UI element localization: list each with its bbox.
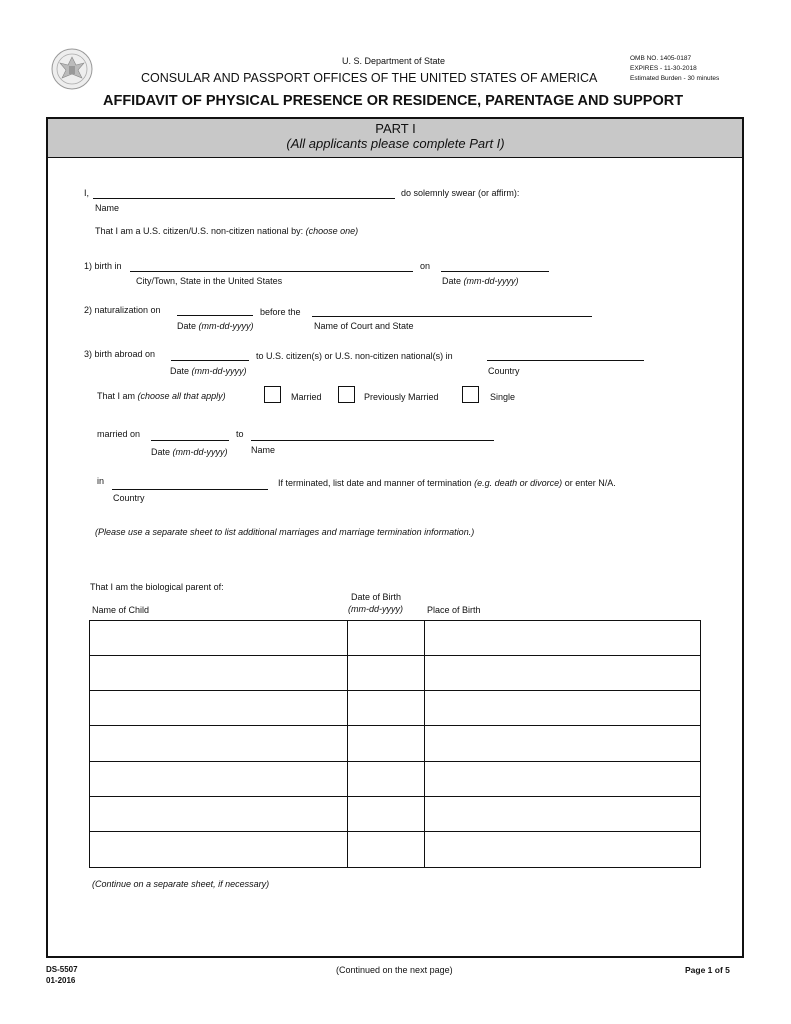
state-department-seal-icon <box>50 47 94 91</box>
previously-married-checkbox[interactable] <box>338 386 355 403</box>
spouse-name-field[interactable] <box>251 440 494 441</box>
date-caption: Date <box>170 366 190 376</box>
married-label: Married <box>291 392 322 402</box>
continue-note: (Continue on a separate sheet, if necessary) <box>92 879 270 889</box>
table-row <box>90 726 700 761</box>
date-format: (mm-dd-yyyy) <box>191 366 247 376</box>
child-birthplace-cell[interactable] <box>425 832 700 867</box>
marital-intro-hint: (choose all that apply) <box>137 391 226 401</box>
birth-date-caption <box>442 276 519 286</box>
naturalization-label: 2) naturalization on <box>84 305 161 315</box>
marriage-country-field[interactable] <box>112 489 268 490</box>
table-row <box>90 832 700 867</box>
abroad-country-field[interactable] <box>487 360 644 361</box>
date-caption: Date <box>151 447 171 457</box>
child-dob-cell[interactable] <box>348 832 425 867</box>
part-heading: PART I <box>375 121 416 136</box>
abroad-date-field[interactable] <box>171 360 249 361</box>
oath-prefix: I, <box>84 188 90 198</box>
child-dob-cell[interactable] <box>348 762 425 796</box>
birth-place-caption: City/Town, State in the United States <box>136 276 283 286</box>
table-row <box>90 797 700 832</box>
name-field[interactable] <box>93 198 395 199</box>
terminated-hint: (e.g. death or divorce) <box>474 478 563 488</box>
form-date: 01-2016 <box>46 976 76 985</box>
date-caption: Date <box>177 321 197 331</box>
offices-title: CONSULAR AND PASSPORT OFFICES OF THE UNITED STATES OF AMERICA <box>141 71 598 85</box>
child-birthplace-cell[interactable] <box>425 762 700 796</box>
citizen-intro-hint: (choose one) <box>305 226 359 236</box>
col-dob-format: (mm-dd-yyyy) <box>348 604 403 614</box>
marital-intro-text: That I am <box>97 391 136 401</box>
child-name-cell[interactable] <box>90 762 348 796</box>
married-to-label: to <box>236 429 244 439</box>
abroad-to-label: to U.S. citizen(s) or U.S. non-citizen national(s) in <box>256 351 453 361</box>
date-format: (mm-dd-yyyy) <box>172 447 228 457</box>
terminated-prefix: If terminated, list date and manner of termination <box>278 478 472 488</box>
terminated-instruction <box>278 478 616 488</box>
table-row <box>90 691 700 726</box>
child-name-cell[interactable] <box>90 621 348 655</box>
marriage-date-field[interactable] <box>151 440 229 441</box>
court-caption: Name of Court and State <box>314 321 414 331</box>
child-dob-cell[interactable] <box>348 691 425 725</box>
child-name-cell[interactable] <box>90 726 348 760</box>
citizen-intro-text: That I am a U.S. citizen/U.S. non-citizen national by: <box>95 226 304 236</box>
single-label: Single <box>490 392 516 402</box>
before-the-label: before the <box>260 307 301 317</box>
children-intro: That I am the biological parent of: <box>90 582 224 592</box>
date-caption: Date <box>442 276 462 286</box>
child-birthplace-cell[interactable] <box>425 621 700 655</box>
child-birthplace-cell[interactable] <box>425 691 700 725</box>
child-birthplace-cell[interactable] <box>425 656 700 690</box>
abroad-country-caption: Country <box>488 366 520 376</box>
table-row <box>90 621 700 656</box>
birth-on-label: on <box>420 261 431 271</box>
col-name-of-child: Name of Child <box>92 605 150 615</box>
child-name-cell[interactable] <box>90 656 348 690</box>
estimated-burden: Estimated Burden - 30 minutes <box>630 75 720 82</box>
marriage-in-label: in <box>97 476 105 486</box>
marriage-country-caption: Country <box>113 493 145 503</box>
date-format: (mm-dd-yyyy) <box>463 276 519 286</box>
court-field[interactable] <box>312 316 592 317</box>
form-id: DS-5507 <box>46 965 78 974</box>
naturalization-date-field[interactable] <box>177 315 253 316</box>
abroad-label: 3) birth abroad on <box>84 349 156 359</box>
child-name-cell[interactable] <box>90 832 348 867</box>
child-birthplace-cell[interactable] <box>425 797 700 831</box>
form-title: AFFIDAVIT OF PHYSICAL PRESENCE OR RESIDENCE, PARENTAGE AND SUPPORT <box>103 93 684 109</box>
naturalization-date-caption <box>177 321 254 331</box>
marital-intro <box>97 391 226 401</box>
child-dob-cell[interactable] <box>348 797 425 831</box>
date-format: (mm-dd-yyyy) <box>198 321 254 331</box>
name-caption: Name <box>95 203 120 213</box>
child-dob-cell[interactable] <box>348 621 425 655</box>
citizen-intro <box>95 226 358 236</box>
terminated-suffix: or enter N/A. <box>564 478 616 488</box>
col-date-of-birth: Date of Birth <box>351 592 402 602</box>
birth-place-field[interactable] <box>130 271 413 272</box>
marriage-date-caption <box>151 447 228 457</box>
child-name-cell[interactable] <box>90 797 348 831</box>
oath-suffix: do solemnly swear (or affirm): <box>401 188 520 198</box>
child-name-cell[interactable] <box>90 691 348 725</box>
table-row <box>90 656 700 691</box>
col-place-of-birth: Place of Birth <box>427 605 481 615</box>
part-subheading: (All applicants please complete Part I) <box>286 136 505 151</box>
expiration-date: EXPIRES - 11-30-2018 <box>630 65 697 72</box>
child-dob-cell[interactable] <box>348 656 425 690</box>
department-name: U. S. Department of State <box>342 56 446 66</box>
abroad-date-caption <box>170 366 247 376</box>
separate-sheet-note: (Please use a separate sheet to list additional marriages and marriage termination information.) <box>95 527 475 537</box>
birth-date-field[interactable] <box>441 271 549 272</box>
married-on-label: married on <box>97 429 141 439</box>
children-table <box>89 620 701 868</box>
single-checkbox[interactable] <box>462 386 479 403</box>
continued-note: (Continued on the next page) <box>336 965 453 975</box>
spouse-name-caption: Name <box>251 445 276 455</box>
omb-number: OMB NO. 1405-0187 <box>630 55 692 62</box>
page-number: Page 1 of 5 <box>685 965 730 975</box>
table-row <box>90 762 700 797</box>
child-dob-cell[interactable] <box>348 726 425 760</box>
child-birthplace-cell[interactable] <box>425 726 700 760</box>
previously-married-label: Previously Married <box>364 392 439 402</box>
married-checkbox[interactable] <box>264 386 281 403</box>
birth-label: 1) birth in <box>84 261 122 271</box>
